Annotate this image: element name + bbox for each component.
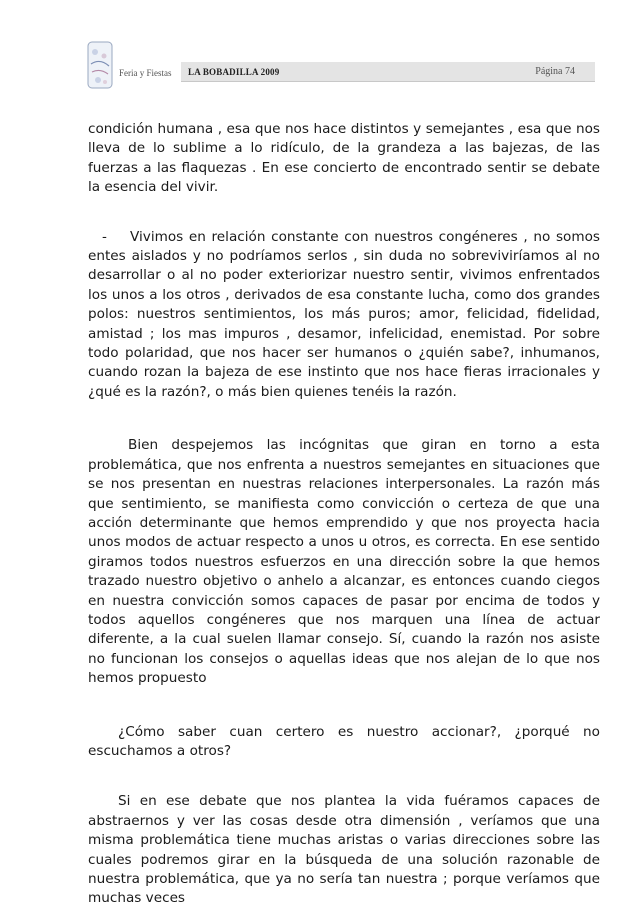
header-section-label: Feria y Fiestas: [119, 68, 172, 78]
header-title-bar: [181, 62, 595, 82]
paragraph-5: Si en ese debate que nos plantea la vida fuéramos capaces de abstraernos y ver las cosas desde otra dimensión , veríamos que una misma problemática tiene muchas aristas o varias direcciones sobre las cuales podremos girar en la búsqueda de una solución razonable de nuestra problemática, que ya no sería tan nuestra ; porque veríamos que muchas veces: [88, 793, 600, 907]
paragraph-1: condición humana , esa que nos hace distintos y semejantes , esa que nos lleva de lo sublime a lo ridículo, de la grandeza a las bajezas, de las fuerzas a las flaquezas . En ese concierto de encontrado sentir se debate la esencia del vivir.: [88, 121, 600, 196]
bullet-dash: -: [102, 228, 107, 245]
article-body: [88, 120, 600, 909]
page-number: Página 74: [535, 66, 575, 77]
paragraph-2-text: Vivimos en relación constante con nuestros congéneres , no somos entes aislados y no podríamos serlos , sin duda no sobreviviríamos al no desarrollar o al no poder exteriorizar nuestro sentir, vivimos enfrentados los unos a los otros , derivados de esa constante lucha, como dos grandes polos: nuestros sentimientos, los más puros; amor, felicidad, fidelidad, amistad ; los mas impuros , desamor, infelicidad, enemistad. Por sobre todo polaridad, que nos hacer ser humanos o ¿quién sabe?, inhumanos, cuando rozan la bajeza de ese instinto que nos hace fieras irracionales y ¿qué es la razón?, o más bien quienes tenéis la razón.: [88, 228, 600, 400]
paragraph-2: [88, 228, 600, 403]
paragraph-3: Bien despejemos las incógnitas que giran en torno a esta problemática, que nos enfrenta a nuestros semejantes en situaciones que se nos presentan en nuestras relaciones interpersonales. La razón más que sentimiento, se manifiesta como convicción o certeza de que una acción determinante que hemos emprendido y que nos proyecta hacia unos modos de actuar respecto a unos u otros, es correcta. En ese sentido giramos todos nuestros esfuerzos en una dirección sobre la que hemos trazado nuestro objetivo o anhelo a alcanzar, es entonces cuando ciegos en nuestra convicción somos capaces de pasar por encima de todos y todos aquellos congéneres que nos marquen una línea de actuar diferente, a la cual suelen llamar consejo. Sí, cuando la razón nos asiste no funcionan los consejos o aquellas ideas que nos alejan de lo que nos hemos propuesto: [88, 437, 600, 687]
page-header: [86, 40, 601, 90]
paragraph-4: ¿Cómo saber cuan certero es nuestro accionar?, ¿porqué no escuchamos a otros?: [88, 723, 600, 759]
festival-logo-icon: [86, 40, 114, 90]
header-title: LA BOBADILLA 2009: [188, 67, 280, 77]
